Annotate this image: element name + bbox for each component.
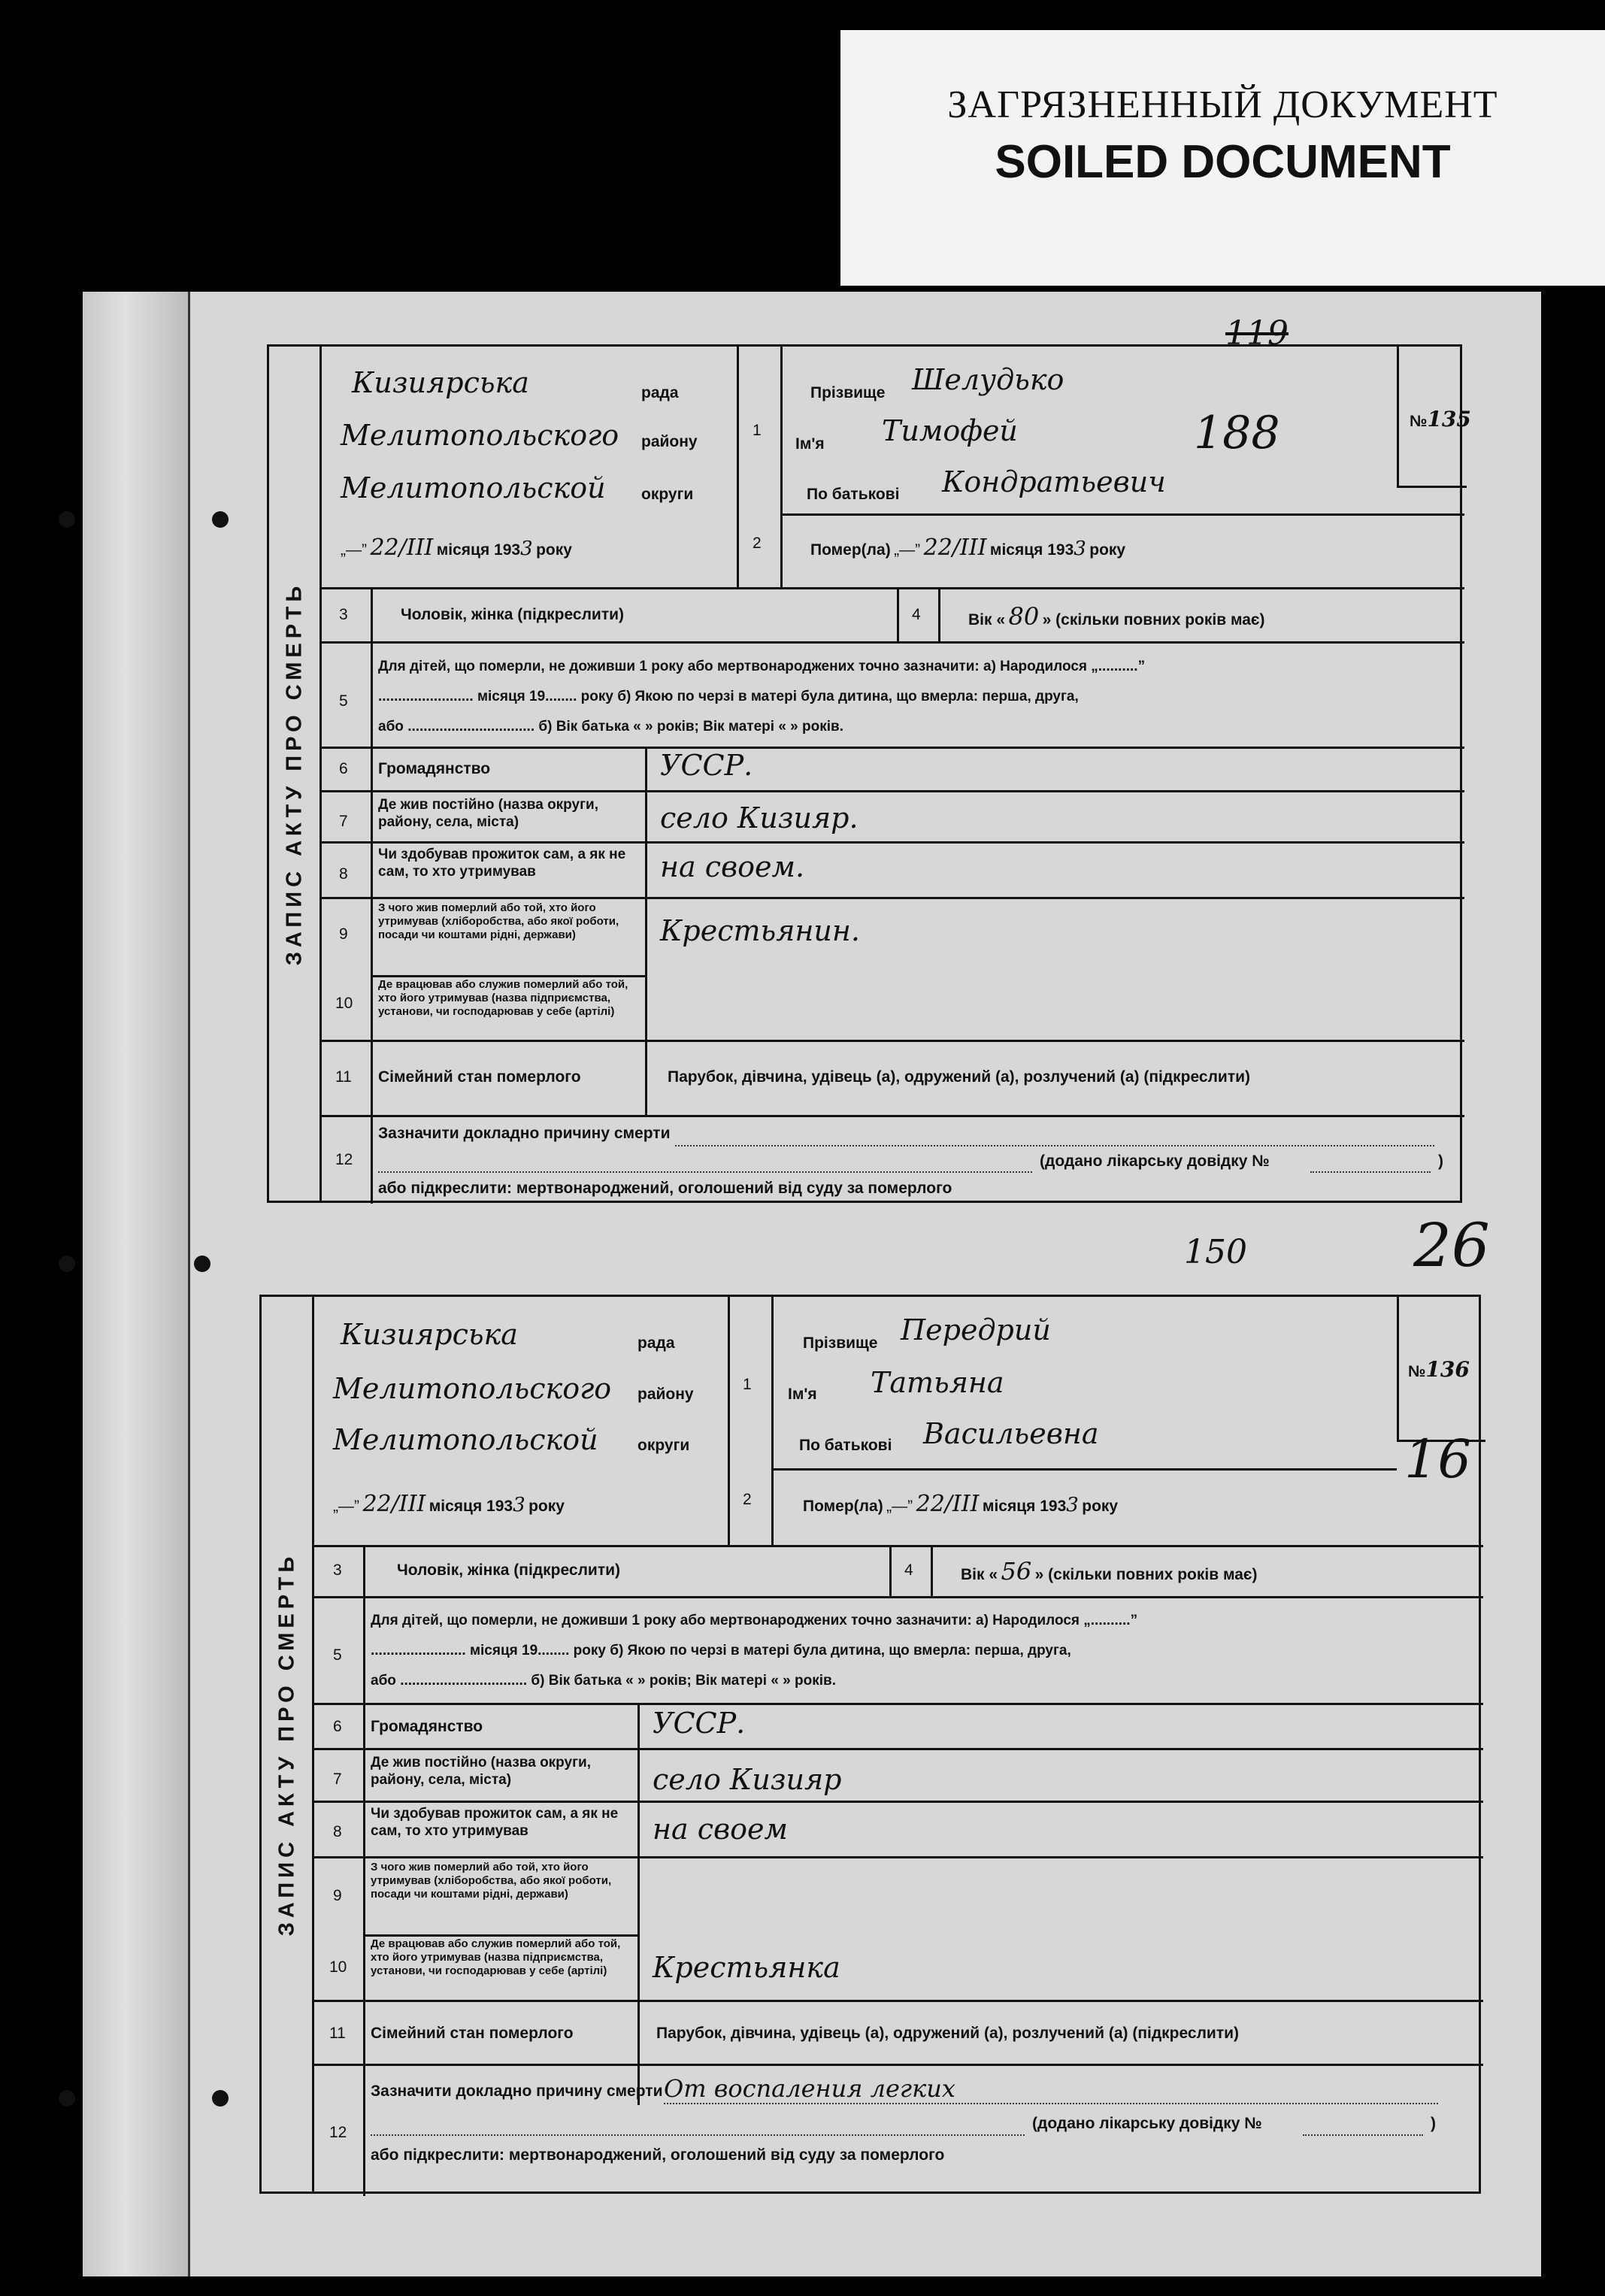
okrug-value: Мелитопольской [341,471,606,504]
children-note-line-1: Для дітей, що померли, не доживши 1 року або мертвонароджених точно зазначити: а) Народилося „..........” [378,659,1146,674]
death-date: Помер(ла) „—” 22/ІІІ місяця 1933 року [803,1491,1119,1517]
binding-hole-icon [212,511,229,528]
surname-value: Передрий [901,1313,1051,1346]
cause-value-line: От воспаления легких [664,2086,1438,2104]
record-side-title: ЗАПИС АКТУ ПРО СМЕРТЬ [262,1297,314,2191]
medical-certificate-note: (додано лікарську довідку № [1032,2115,1262,2132]
livelihood-value: на своем [653,1813,789,1846]
district-label: району [641,433,698,450]
district-value: Мелитопольского [341,419,619,452]
patronymic-label: По батькові [799,1437,892,1454]
death-date: Помер(ла) „—” 22/ІІІ місяця 1933 року [810,535,1126,561]
children-note-line-1: Для дітей, що померли, не доживши 1 року або мертвонароджених точно зазначити: а) Народилося „..........” [371,1613,1138,1628]
binding-hole-icon [59,2090,75,2107]
page-number-middle-left: 150 [1184,1233,1247,1271]
children-note-line-3: або ................................ б) Вік батька « » років; Вік матері « » років. [371,1673,836,1689]
name-label: Ім'я [795,435,825,453]
district-label: району [637,1386,694,1403]
name-value: Татьяна [871,1366,1004,1399]
council-label: рада [637,1334,675,1352]
name-value: Тимофей [882,414,1018,447]
patronymic-label: По батькові [807,486,900,503]
okrug-label: округи [641,486,694,503]
page-number-top: 119 [1225,314,1289,353]
binding-hole-icon [194,1256,210,1272]
surname-label: Прізвище [803,1334,878,1352]
children-note-line-2: ........................ місяця 19........ року б) Якою по черзі в матері була дитина, що вмерла: перша, друга, [378,689,1079,704]
age-field: Вік « 80 » (скільки повних років має) [968,602,1265,631]
name-label: Ім'я [788,1386,817,1403]
residence-value: село Кизияр [653,1763,842,1796]
occupation-value: Крестьянин. [660,914,860,947]
citizenship-label: Громадянство [378,760,491,777]
death-record-2: ЗАПИС АКТУ ПРО СМЕРТЬ Кизиярська рада Мелитопольского району Мелитопольской округи „—” 22/ІІІ місяця 1933 року 1 2 Прізвище Передрий Ім'я Татьяна По батькові Васильевна №136 16 Помер(ла) „—” 22/ІІІ місяця 1933 року 3 Чоловік, жінка (підкреслити) 4 Вік « 56 » (скільки повних років має) 5 Для дітей, що померли, не доживши 1 року або мертвонароджених точно зазначити: а) Народилося „..........” ........................ місяця 19........ року б) Якою по черзі в матері була дитина, що вмерла: перша, друга, або ................................ б) Вік батька « » років; Вік матері « » років. 6 Громадянство УССР. 7 Де жив постійно (назва округи, району, села, міста) село Кизияр 8 Чи здобував прожиток сам, а як не сам, то хто утримував на своем 9 З чого жив померлий або той, хто його утримував (хліборобства, або якої роботи, посади чи коштами рідні, держави) 10 Де врацював або служив померлий або той, хто його утримував (назва підприємства, установи, чи господарював у себе (артілі) Крестьянка 11 Сімейний стан померлого Парубок, дівчина, удівець (а), одружений (а), розлучений (а) (підкреслити) 12 Зазначити докладно причину смерти От воспаления легких (додано лікарську довідку № ) або підкреслити: мертвонароджений, оголошений від суду за померлого [259,1295,1481,2194]
registration-date: „—” 22/ІІІ місяця 1933 року [341,535,572,561]
stamp-line-ru: ЗАГРЯЗНЕННЫЙ ДОКУМЕНТ [947,83,1498,126]
residence-value: село Кизияр. [660,801,859,834]
side-number: 188 [1194,407,1280,459]
citizenship-value: УССР. [660,749,753,782]
medical-certificate-note: (додано лікарську довідку № [1040,1153,1270,1170]
registration-date: „—” 22/ІІІ місяця 1933 року [333,1491,565,1517]
family-status-options: Парубок, дівчина, удівець (а), одружений (а), розлучений (а) (підкреслити) [668,1068,1251,1086]
page-number-middle-right: 26 [1413,1210,1490,1280]
council-value: Кизиярська [341,1318,518,1351]
occupation-label: З чого жив померлий або той, хто його утримував (хліборобства, або якої роботи, посади чи коштами рідні, держави) [378,901,619,941]
district-value: Мелитопольского [333,1372,612,1405]
age-field: Вік « 56 » (скільки повних років має) [961,1557,1258,1586]
patronymic-value: Кондратьевич [942,465,1166,498]
surname-value: Шелудько [912,363,1064,396]
council-label: рада [641,384,679,401]
sex-field: Чоловік, жінка (підкреслити) [401,606,625,623]
okrug-label: округи [637,1437,690,1454]
binding-hole-icon [59,511,75,528]
cause-continuation-line [371,2118,1025,2136]
cause-alt-line: або підкреслити: мертвонароджений, оголошений від суду за померлого [371,2146,945,2164]
binding-hole-icon [212,2090,229,2107]
children-note-line-2: ........................ місяця 19........ року б) Якою по черзі в матері була дитина, що вмерла: перша, друга, [371,1643,1071,1658]
cause-value-line [675,1128,1434,1146]
family-status-label: Сімейний стан померлого [371,2025,574,2042]
workplace-value: Крестьянка [653,1951,840,1984]
citizenship-label: Громадянство [371,1718,483,1735]
livelihood-label: Чи здобував прожиток сам, а як не сам, то хто утримував [378,847,626,880]
citizenship-value: УССР. [653,1707,746,1740]
cause-continuation-line [378,1155,1032,1173]
council-value: Кизиярська [352,366,529,399]
residence-label: Де жив постійно (назва округи, району, села, міста) [371,1755,591,1788]
okrug-value: Мелитопольской [333,1423,598,1456]
children-note-line-3: або ................................ б) Вік батька « » років; Вік матері « » років. [378,719,843,735]
patronymic-value: Васильевна [923,1417,1099,1450]
death-record-1: ЗАПИС АКТУ ПРО СМЕРТЬ Кизиярська рада Мелитопольского району Мелитопольской округи „—” 22/ІІІ місяця 1933 року 1 2 Прізвище Шелудько Ім'я Тимофей 188 По батькові Кондратьевич №135 Помер(ла) „—” 22/ІІІ місяця 1933 року 3 Чоловік, жінка (підкреслити) 4 Вік « 80 » (скільки повних років має) 5 Для дітей, що померли, не доживши 1 року або мертвонароджених точно зазначити: а) Народилося „..........” ........................ місяця 19........ року б) Якою по черзі в матері була дитина, що вмерла: перша, друга, або ................................ б) Вік батька « » років; Вік матері « » років. 6 Громадянство УССР. 7 Де жив постійно (назва округи, району, села, міста) село Кизияр. 8 Чи здобував прожиток сам, а як не сам, то хто утримував на своем. 9 З чого жив померлий або той, хто його утримував (хліборобства, або якої роботи, посади чи коштами рідні, держави) Крестьянин. 10 Де врацював або служив померлий або той, хто його утримував (назва підприємства, установи, чи господарював у себе (артілі) 11 Сімейний стан померлого Парубок, дівчина, удівець (а), одружений (а), розлучений (а) (підкреслити) 12 Зазначити докладно причину смерти (додано лікарську довідку № ) або підкреслити: мертвонароджений, оголошений від суду за померлого [267,344,1462,1203]
record-side-title: ЗАПИС АКТУ ПРО СМЕРТЬ [269,347,322,1201]
livelihood-label: Чи здобував прожиток сам, а як не сам, то хто утримував [371,1806,619,1839]
page-binding-strip [83,292,190,2276]
binding-hole-icon [59,1256,75,1272]
stamp-line-en: SOILED DOCUMENT [995,136,1451,188]
family-status-options: Парубок, дівчина, удівець (а), одружений (а), розлучений (а) (підкреслити) [656,2025,1240,2042]
record-number-box: №136 [1397,1297,1485,1442]
occupation-label: З чого жив померлий або той, хто його утримував (хліборобства, або якої роботи, посади чи коштами рідні, держави) [371,1861,612,1901]
workplace-label: Де врацював або служив померлий або той, хто його утримував (назва підприємства, установи, чи господарював у себе (артілі) [378,978,628,1018]
family-status-label: Сімейний стан померлого [378,1068,581,1086]
sex-field: Чоловік, жінка (підкреслити) [397,1561,621,1579]
cause-alt-line: або підкреслити: мертвонароджений, оголошений від суду за померлого [378,1180,952,1197]
record-number-box: №135 [1397,347,1467,488]
surname-label: Прізвище [810,384,886,401]
cause-label: Зазначити докладно причину смерти [378,1125,671,1142]
livelihood-value: на своем. [660,850,805,883]
workplace-label: Де врацював або служив померлий або той, хто його утримував (назва підприємства, установи, чи господарював у себе (артілі) [371,1937,621,1977]
residence-label: Де жив постійно (назва округи, району, села, міста) [378,797,598,830]
cause-label: Зазначити докладно причину смерти [371,2082,663,2100]
soiled-document-stamp [840,30,1605,286]
side-number: 16 [1404,1428,1472,1490]
